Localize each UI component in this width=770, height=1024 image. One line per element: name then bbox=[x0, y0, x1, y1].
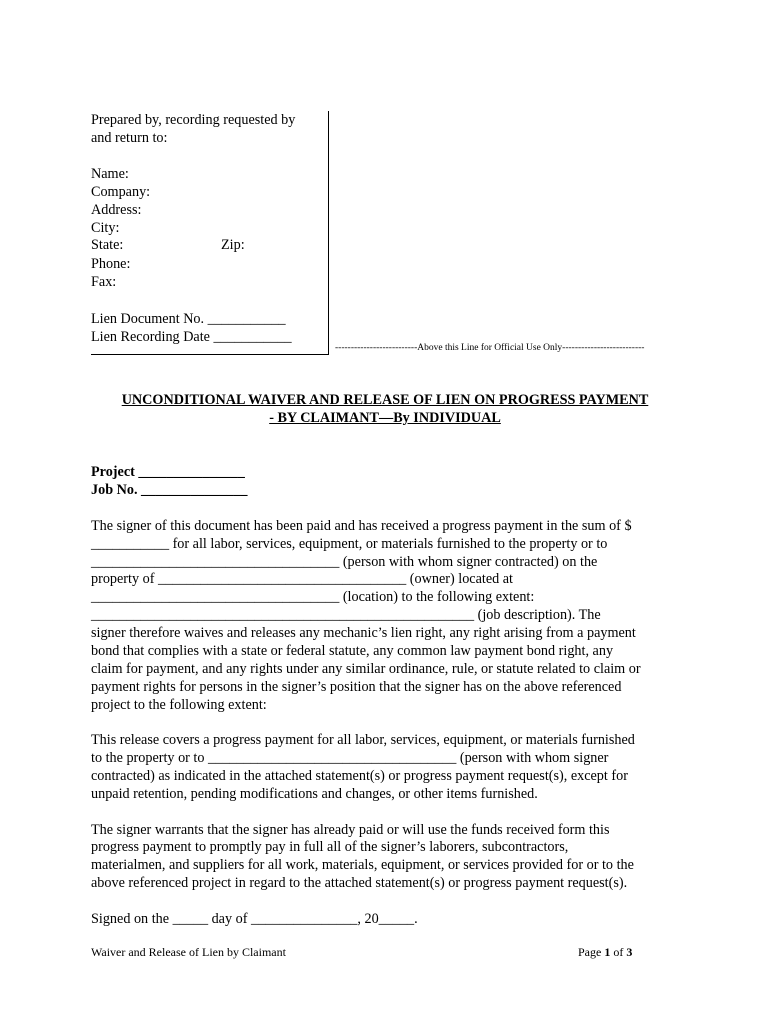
paragraph1-line: property of ___________________________________ (owner) located at bbox=[91, 571, 514, 587]
fax-label: Fax: bbox=[91, 274, 117, 290]
zip-label: Zip: bbox=[221, 237, 245, 253]
paragraph2-line: This release covers a progress payment for all labor, services, equipment, or materials furnished bbox=[91, 732, 635, 748]
paragraph2-line: unpaid retention, pending modifications and changes, or other items furnished. bbox=[91, 786, 538, 802]
paragraph1-line: bond that complies with a state or federal statute, any common law payment bond right, any bbox=[91, 643, 614, 659]
of-word: of bbox=[613, 945, 624, 959]
page-number: 1 bbox=[604, 945, 611, 959]
signed-on-line: Signed on the _____ day of _______________, 20_____. bbox=[91, 911, 418, 927]
paragraph2-line: contracted) as indicated in the attached statement(s) or progress payment request(s), except for bbox=[91, 768, 628, 784]
prepared-by-line1: Prepared by, recording requested by bbox=[91, 112, 296, 128]
phone-label: Phone: bbox=[91, 256, 131, 272]
document-title-line1: UNCONDITIONAL WAIVER AND RELEASE OF LIEN ON PROGRESS PAYMENT bbox=[121, 392, 649, 408]
paragraph1-line: ___________________________________ (person with whom signer contracted) on the bbox=[91, 554, 598, 570]
lien-recording-date: Lien Recording Date ___________ bbox=[91, 329, 292, 345]
page-indicator bbox=[578, 945, 632, 960]
page-word: Page bbox=[578, 945, 602, 959]
official-use-line: --------------------------Above this Line for Official Use Only-------------------------- bbox=[335, 343, 645, 353]
job-number-field: Job No. _______________ bbox=[91, 482, 248, 498]
address-label: Address: bbox=[91, 202, 142, 218]
paragraph1-line: ___________________________________ (location) to the following extent: bbox=[91, 589, 535, 605]
footer-title: Waiver and Release of Lien by Claimant bbox=[91, 945, 286, 959]
paragraph3-line: The signer warrants that the signer has already paid or will use the funds received form this bbox=[91, 822, 610, 838]
document-title-line2: - BY CLAIMANT—By INDIVIDUAL bbox=[269, 410, 501, 426]
lien-document-number: Lien Document No. ___________ bbox=[91, 311, 286, 327]
name-label: Name: bbox=[91, 166, 129, 182]
paragraph3-line: progress payment to promptly pay in full all of the signer’s laborers, subcontractors, bbox=[91, 839, 569, 855]
city-label: City: bbox=[91, 220, 120, 236]
paragraph3-line: above referenced project in regard to the attached statement(s) or progress payment request(s). bbox=[91, 875, 628, 891]
paragraph1-line: ______________________________________________________ (job description). The bbox=[91, 607, 601, 623]
paragraph1-line: claim for payment, and any rights under any similar ordinance, rule, or statute related to claim or bbox=[91, 661, 641, 677]
paragraph3-line: materialmen, and suppliers for all work, materials, equipment, or services provided for or to the bbox=[91, 857, 634, 873]
paragraph1-line: ___________ for all labor, services, equipment, or materials furnished to the property or to bbox=[91, 536, 608, 552]
project-field: Project _______________ bbox=[91, 464, 245, 480]
state-label: State: bbox=[91, 237, 124, 253]
paragraph2-line: to the property or to ___________________________________ (person with whom signer bbox=[91, 750, 609, 766]
page-total: 3 bbox=[626, 945, 633, 959]
paragraph1-line: project to the following extent: bbox=[91, 697, 267, 713]
paragraph1-line: signer therefore waives and releases any mechanic’s lien right, any right arising from a payment bbox=[91, 625, 636, 641]
prepared-by-line2: and return to: bbox=[91, 130, 168, 146]
paragraph1-line: The signer of this document has been paid and has received a progress payment in the sum of $ bbox=[91, 518, 632, 534]
company-label: Company: bbox=[91, 184, 151, 200]
paragraph1-line: payment rights for persons in the signer’s position that the signer has on the above referenced bbox=[91, 679, 622, 695]
